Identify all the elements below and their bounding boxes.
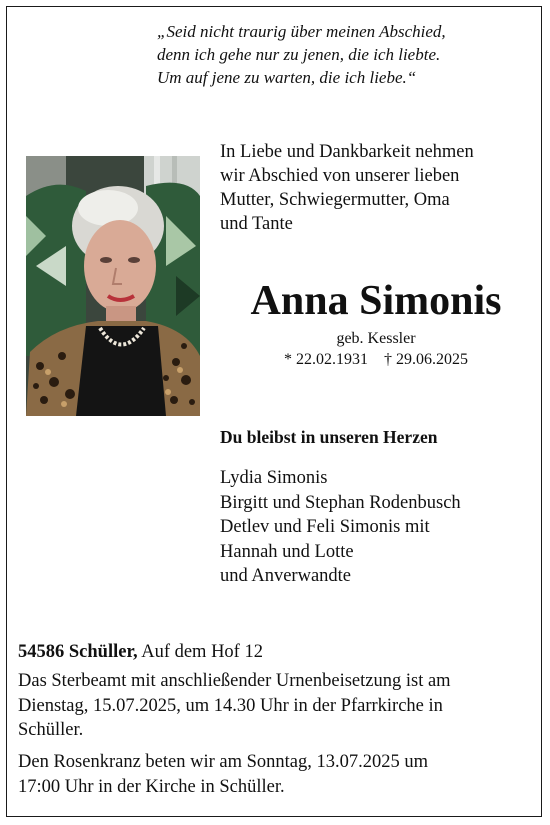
announcement-line: wir Abschied von unserer lieben (220, 166, 460, 186)
portrait-image (26, 156, 200, 416)
service-line: Schüller. (18, 720, 84, 740)
deceased-name: Anna Simonis (250, 278, 502, 324)
mourner-item: Detlev und Feli Simonis mit (220, 517, 430, 537)
announcement-line: und Tante (220, 214, 293, 234)
portrait-photo (26, 156, 200, 416)
mourner-item: und Anverwandte (220, 566, 352, 586)
announcement-line: Mutter, Schwiegermutter, Oma (220, 190, 450, 210)
family-address (18, 640, 538, 664)
life-dates (226, 350, 526, 370)
service-line: Das Sterbeamt mit anschließender Urnenbeisetzung ist am (18, 671, 451, 691)
quote-line: denn ich gehe nur zu jenen, die ich liebte. (157, 45, 441, 64)
mourner-item: Hannah und Lotte (220, 541, 354, 562)
funeral-service-notice (18, 669, 536, 743)
farewell-heading: Du bleibst in unseren Herzen (220, 427, 438, 447)
service-line: Dienstag, 15.07.2025, um 14.30 Uhr in der Pfarrkirche in (18, 695, 443, 716)
rosary-notice (18, 750, 536, 799)
quote-line: „Seid nicht traurig über meinen Abschied, (157, 22, 446, 41)
mourners-list (220, 466, 540, 589)
rosary-line: Den Rosenkranz beten wir am Sonntag, 13.07.2025 um (18, 752, 429, 772)
quote-line: Um auf jene zu warten, die ich liebe.“ (157, 68, 417, 87)
birth-name: geb. Kessler (336, 330, 416, 347)
rosary-line: 17:00 Uhr in der Kirche in Schüller. (18, 776, 285, 797)
death-date: † 29.06.2025 (384, 351, 468, 368)
epitaph-quote (157, 20, 537, 89)
address-street: Auf dem Hof 12 (141, 642, 263, 662)
mourner-item: Lydia Simonis (220, 468, 328, 488)
announcement-line: In Liebe und Dankbarkeit nehmen (220, 142, 474, 162)
mourner-item: Birgitt und Stephan Rodenbusch (220, 492, 461, 513)
birth-date: * 22.02.1931 (284, 351, 368, 368)
announcement-text (220, 140, 540, 236)
address-city: 54586 Schüller, (18, 642, 138, 662)
